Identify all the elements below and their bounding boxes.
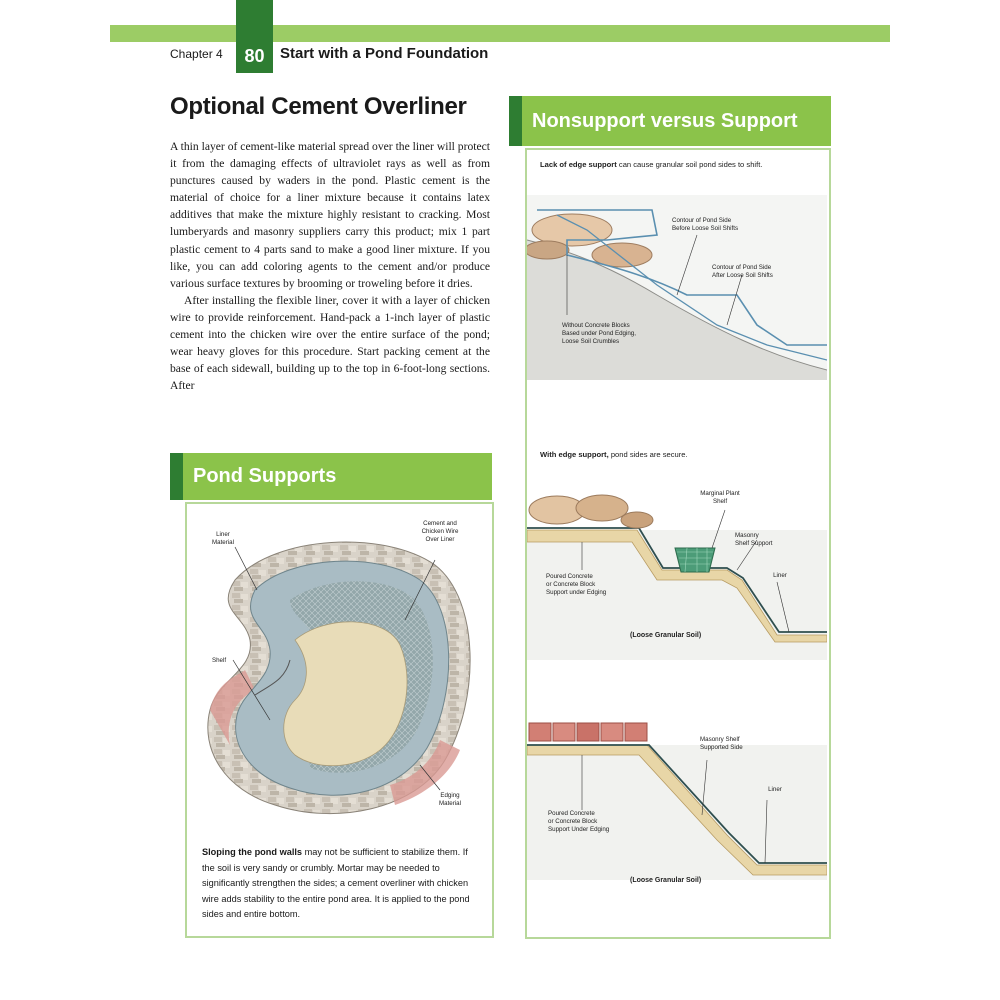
paragraph: A thin layer of cement-like material spread over the liner will protect it from the damaging effects of ultraviolet rays as well as from punctures caused by waders in the pond. Plastic cement is the material of choice for a liner mixture because it contains latex additives that make the mixture highly resistant to cracking. Most lumberyards and masonry suppliers carry this product; mix 1 part plastic cement to 4 parts sand to make a good liner mixture. If you like, you can add coloring agents to the cement and/or produce various surface textures by brooming or troweling before it dries.: [170, 140, 490, 290]
label-edging-material: Edging Material: [438, 792, 461, 807]
lead-nonsupport: Lack of edge support can cause granular soil pond sides to shift.: [540, 160, 763, 169]
diagram-masonry-shelf: [527, 715, 827, 880]
label-liner-2: Liner: [773, 572, 787, 579]
label-masonry-shelf-support: Masonry Shelf Support: [735, 532, 773, 547]
label-poured-concrete-3: Poured Concrete or Concrete Block Support Under Edging: [548, 810, 610, 833]
header-bar: [110, 25, 890, 42]
label-liner-material: Liner Material: [211, 531, 234, 546]
label-contour-after: Contour of Pond Side After Loose Soil Shifts: [712, 264, 773, 279]
running-title: Start with a Pond Foundation: [280, 45, 489, 62]
article-title: Optional Cement Overliner: [170, 93, 467, 120]
lead-support: With edge support, pond sides are secure.: [540, 450, 688, 459]
label-without-blocks: Without Concrete Blocks Based under Pond Edging, Loose Soil Crumbles: [562, 322, 636, 345]
pond-illustration: [195, 520, 485, 835]
label-loose-soil-2: (Loose Granular Soil): [630, 632, 702, 639]
pond-supports-heading: Pond Supports: [170, 453, 492, 500]
label-liner-3: Liner: [768, 786, 782, 793]
nonsupport-heading: Nonsupport versus Support: [509, 96, 831, 146]
label-shelf: Shelf: [211, 657, 227, 664]
chapter-label: Chapter 4: [170, 47, 223, 61]
page-number: 80: [236, 0, 273, 73]
label-contour-before: Contour of Pond Side Before Loose Soil Shifts: [672, 217, 739, 232]
pond-supports-caption: Sloping the pond walls may not be sufficient to stabilize them. If the soil is very sandy or crumbly. Mortar may be needed to significantly strengthen the sides; a cement overliner with chicken wire adds stability to the entire pond area. It is applied to the pond sides and entire bottom.: [202, 847, 470, 919]
label-masonry-shelf-side: Masonry Shelf Supported Side: [700, 736, 743, 751]
paragraph: After installing the flexible liner, cover it with a layer of chicken wire to provide reinforcement. Hand-pack a 1-inch layer of plastic cement into the chicken wire over the entire surface of the pond; wear heavy gloves for this procedure. Start packing cement at the base of each sidewall, building up to the top in 6-foot-long sections. After: [170, 293, 490, 393]
label-poured-concrete-2: Poured Concrete or Concrete Block Support under Edging: [546, 573, 607, 596]
article-body: [170, 138, 490, 394]
label-loose-soil-3: (Loose Granular Soil): [630, 877, 702, 884]
label-marginal-shelf: Marginal Plant Shelf: [700, 490, 740, 505]
label-cement-wire: Cement and Chicken Wire Over Liner: [421, 520, 459, 543]
